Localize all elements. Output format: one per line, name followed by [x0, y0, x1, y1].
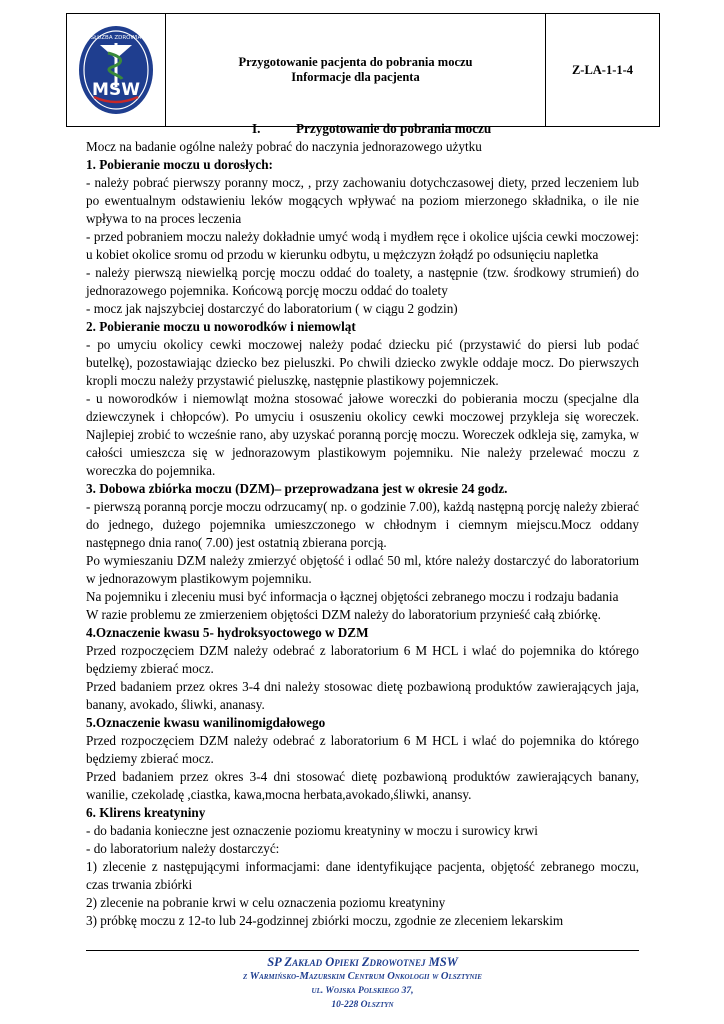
footer-line-4: 10-228 Olsztyn [331, 1000, 394, 1010]
paragraph: - pierwszą poranną porcje moczu odrzucamy( np. o godzinie 7.00), każdą następną porcję należy zbierać do jednego, dużego pojemnika umieszczonego w chłodnym i ciemnym miejscu.Mocz oddany następnego dnia rano( 7.00) jest ostatnią zbierana porcją. [86, 499, 639, 550]
footer-line-2: z Warmińsko-Mazurskim Centrum Onkologii w Olsztynie [243, 971, 482, 982]
document-header [66, 13, 660, 127]
paragraph: Przed badaniem przez okres 3-4 dni należy stosowac dietę pozbawioną produktów zawierających jaja, banany, avokado, śliwki, ananasy. [86, 679, 639, 712]
logo-main-text: MSW [92, 80, 140, 100]
paragraph: Przed rozpoczęciem DZM należy odebrać z laboratorium 6 M HCL i wlać do pojemnika do którego będziemy zbierać mocz. [86, 643, 639, 676]
section-number: I. [252, 121, 261, 136]
paragraph-list [86, 138, 639, 930]
paragraph: - należy pobrać pierwszy poranny mocz, , przy zachowaniu dotychczasowej diety, przed leczeniem lub po ewentualnym odstawieniu leków mogących wpływać na poziom mierzonego składnika, o ile nie wpływa to na proces leczenia [86, 175, 639, 226]
document-code: Z-LA-1-1-4 [571, 62, 634, 77]
paragraph: Mocz na badanie ogólne należy pobrać do naczynia jednorazowego użytku [86, 139, 482, 154]
section-title: Przygotowanie do pobrania moczu [296, 121, 492, 136]
paragraph: - mocz jak najszybciej dostarczyć do laboratorium ( w ciągu 2 godzin) [86, 301, 458, 316]
subsection-heading: 3. Dobowa zbiórka moczu (DZM)– przeprowadzana jest w okresie 24 godz. [86, 481, 508, 496]
paragraph: - po umyciu okolicy cewki moczowej należy podać dziecku pić (przystawić do piersi lub podać butelkę), pozostawiając dziecko bez pieluszki. Po chwili dziecko zwykle oddaje mocz. Do pierwszych kropli moczu należy przystawić pieluszkę, następnie plastikowy pojemniczek. [86, 337, 639, 388]
subsection-heading: 2. Pobieranie moczu u noworodków i niemowląt [86, 319, 356, 334]
footer-line-3: ul. Wojska Polskiego 37, [311, 986, 414, 996]
paragraph: - do badania konieczne jest oznaczenie poziomu kreatyniny w moczu i surowicy krwi [86, 823, 538, 838]
document-title [166, 14, 546, 126]
logo-top-text: SŁUŻBA ZDROWIA [90, 35, 142, 41]
paragraph: - należy pierwszą niewielką porcję moczu oddać do toalety, a następnie (tzw. środkowy strumień) do jednorazowego pojemnika. Końcową porcję moczu oddać do toalety [86, 265, 639, 298]
paragraph: 2) zlecenie na pobranie krwi w celu oznaczenia poziomu kreatyniny [86, 895, 446, 910]
section-heading [86, 120, 639, 138]
title-line-2: Informacje dla pacjenta [291, 70, 420, 84]
subsection-heading: 5.Oznaczenie kwasu wanilinomigdałowego [86, 715, 326, 730]
document-footer [86, 955, 639, 1012]
paragraph: Przed rozpoczęciem DZM należy odebrać z laboratorium 6 M HCL i wlać do pojemnika do którego będziemy zbierać mocz. [86, 733, 639, 766]
paragraph: - u noworodków i niemowląt można stosować jałowe woreczki do pobierania moczu (specjalne dla dziewczynek i chłopców). Po umyciu i osuszeniu okolicy cewki moczowej przykleja się woreczek. Najlepiej zrobić to wcześnie rano, aby uzyskać poranną porcję moczu. Woreczek odkleja się, zamyka, w całości umieszcza się w jednorazowym plastikowym pojemniku. Nie należy przelewać moczu z woreczka do pojemnika. [86, 391, 639, 478]
paragraph: 1) zlecenie z następującymi informacjami: dane identyfikujące pacjenta, objętość zebranego moczu, czas trwania zbiórki [86, 859, 639, 892]
logo-cell [67, 14, 166, 126]
paragraph: Na pojemniku i zleceniu musi być informacja o łącznej objętości zebranego moczu i rodzaju badania [86, 589, 619, 604]
paragraph: Przed badaniem przez okres 3-4 dni stosować dietę pozbawioną produktów zawierających banany, wanilie, czekoladę ,ciastka, kawa,mocna herbata,avokado,śliwki, anansy. [86, 769, 639, 802]
footer-divider [86, 950, 639, 951]
paragraph: 3) próbkę moczu z 12-to lub 24-godzinnej zbiórki moczu, zgodnie ze zleceniem lekarskim [86, 913, 564, 928]
paragraph: W razie problemu ze zmierzeniem objętości DZM należy do laboratorium przynieść całą zbiórkę. [86, 607, 601, 622]
subsection-heading: 6. Klirens kreatyniny [86, 805, 206, 820]
title-line-1: Przygotowanie pacjenta do pobrania moczu [238, 55, 473, 69]
document-body [86, 120, 639, 930]
paragraph: - do laboratorium należy dostarczyć: [86, 841, 280, 856]
subsection-heading: 4.Oznaczenie kwasu 5- hydroksyoctowego w DZM [86, 625, 369, 640]
msw-logo-icon [76, 23, 156, 117]
subsection-heading: 1. Pobieranie moczu u dorosłych: [86, 157, 273, 172]
paragraph: Po wymieszaniu DZM należy zmierzyć objętość i odlać 50 ml, które należy dostarczyć do laboratorium w jednorazowym plastikowym pojemniku. [86, 553, 639, 586]
footer-line-1: SP Zakład Opieki Zdrowotnej MSW [267, 955, 458, 969]
paragraph: - przed pobraniem moczu należy dokładnie umyć wodą i mydłem ręce i okolice ujścia cewki moczowej: u kobiet okolice sromu od przodu w kierunku odbytu, u mężczyzn żołądź po odsunięciu napletka [86, 229, 639, 262]
